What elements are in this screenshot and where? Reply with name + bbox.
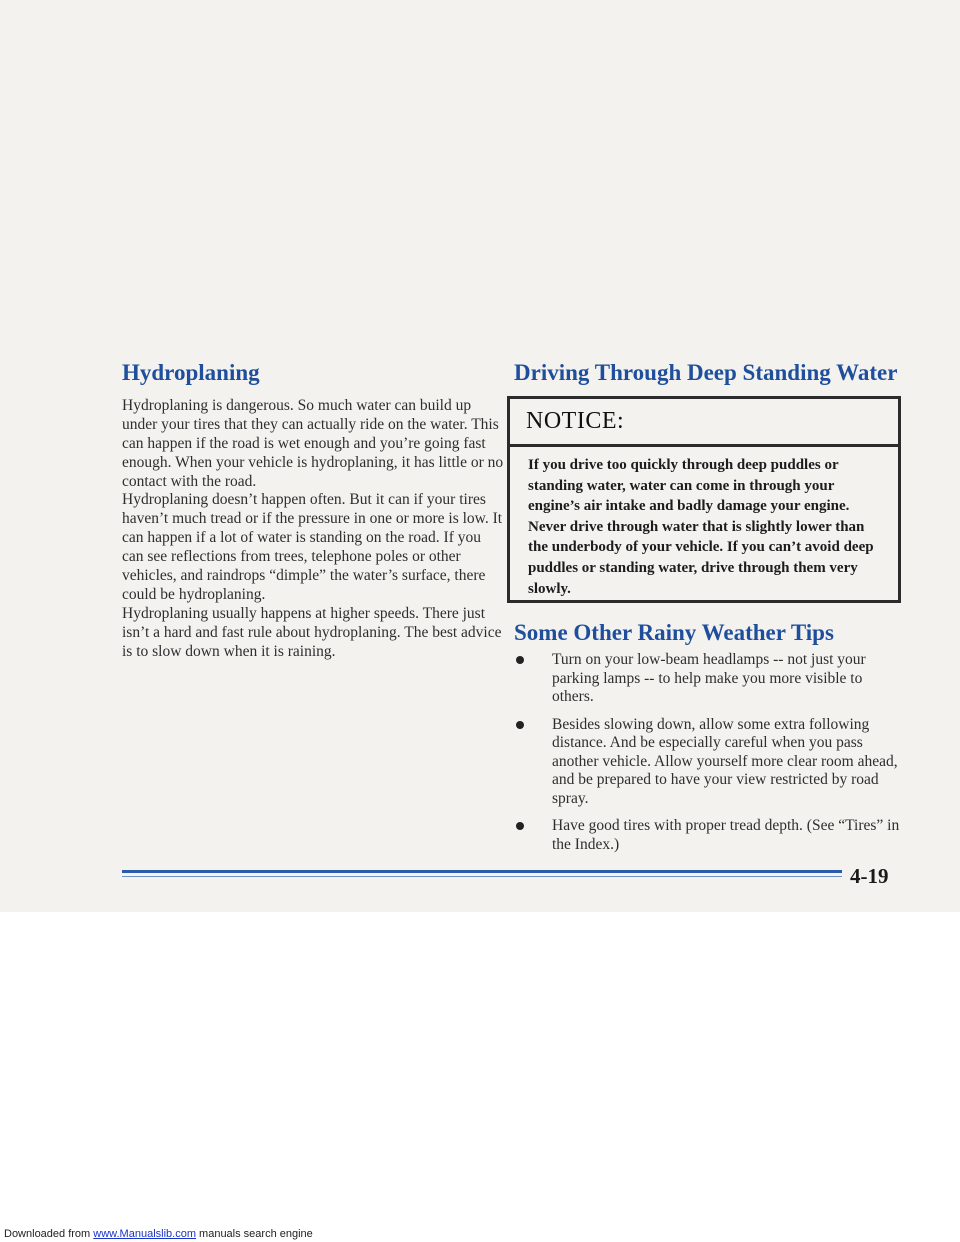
list-item: [515, 817, 905, 854]
manualslib-link[interactable]: www.Manualslib.com: [93, 1228, 196, 1240]
footer-rule: [122, 870, 842, 873]
list-item: [515, 651, 905, 707]
deep-water-heading: Driving Through Deep Standing Water: [514, 360, 898, 385]
hydroplaning-paragraph-3: Hydroplaning usually happens at higher speeds. There just isn’t a hard and fast rule about hydroplaning. The best advice is to slow down when it is raining.: [122, 605, 502, 660]
notice-text: If you drive too quickly through deep puddles or standing water, water can come in through your engine’s air intake and badly damage your engine. Never drive through water that is slightly lower than the underbody of your vehicle. If you can’t avoid deep puddles or standing water, drive through them very slowly.: [528, 457, 874, 597]
list-item-text: Besides slowing down, allow some extra following distance. And be especially careful when you pass another vehicle. Allow yourself more clear room ahead, and be prepared to have your view restricted by road spray.: [552, 715, 898, 807]
page-number: 4-19: [850, 864, 889, 888]
notice-header: [510, 399, 898, 447]
footer-prefix: Downloaded from: [4, 1228, 94, 1240]
footer-suffix: manuals search engine: [195, 1228, 313, 1240]
hydroplaning-paragraph-1: Hydroplaning is dangerous. So much water can build up under your tires that they can actually ride on the water. This can happen if the road is wet enough and you’re going fast enough. When your vehicle is hydroplaning, it has little or no contact with the road.: [122, 397, 504, 490]
footer-rule-thin: [122, 876, 842, 877]
bullet-icon: [516, 721, 524, 729]
bullet-icon: [516, 656, 524, 664]
hydroplaning-paragraph-2: Hydroplaning doesn’t happen often. But it can if your tires haven’t much tread or if the pressure in one or more is low. It can happen if a lot of water is standing on the road. If you can see reflections from trees, telephone poles or other vehicles, and raindrops “dimple” the water’s surface, there could be hydroplaning.: [122, 491, 503, 603]
list-item-text: Turn on your low-beam headlamps -- not just your parking lamps -- to help make you more visible to others.: [552, 651, 866, 705]
bullet-icon: [516, 822, 524, 830]
hydroplaning-heading: Hydroplaning: [122, 360, 260, 385]
notice-box: [507, 396, 901, 603]
list-item-text: Have good tires with proper tread depth. (See “Tires” in the Index.): [552, 817, 900, 853]
notice-title: NOTICE:: [526, 408, 625, 434]
list-item: [515, 716, 905, 809]
download-footer: [4, 1228, 313, 1240]
rainy-tips-list: [515, 651, 905, 863]
rainy-tips-heading: Some Other Rainy Weather Tips: [514, 620, 834, 645]
